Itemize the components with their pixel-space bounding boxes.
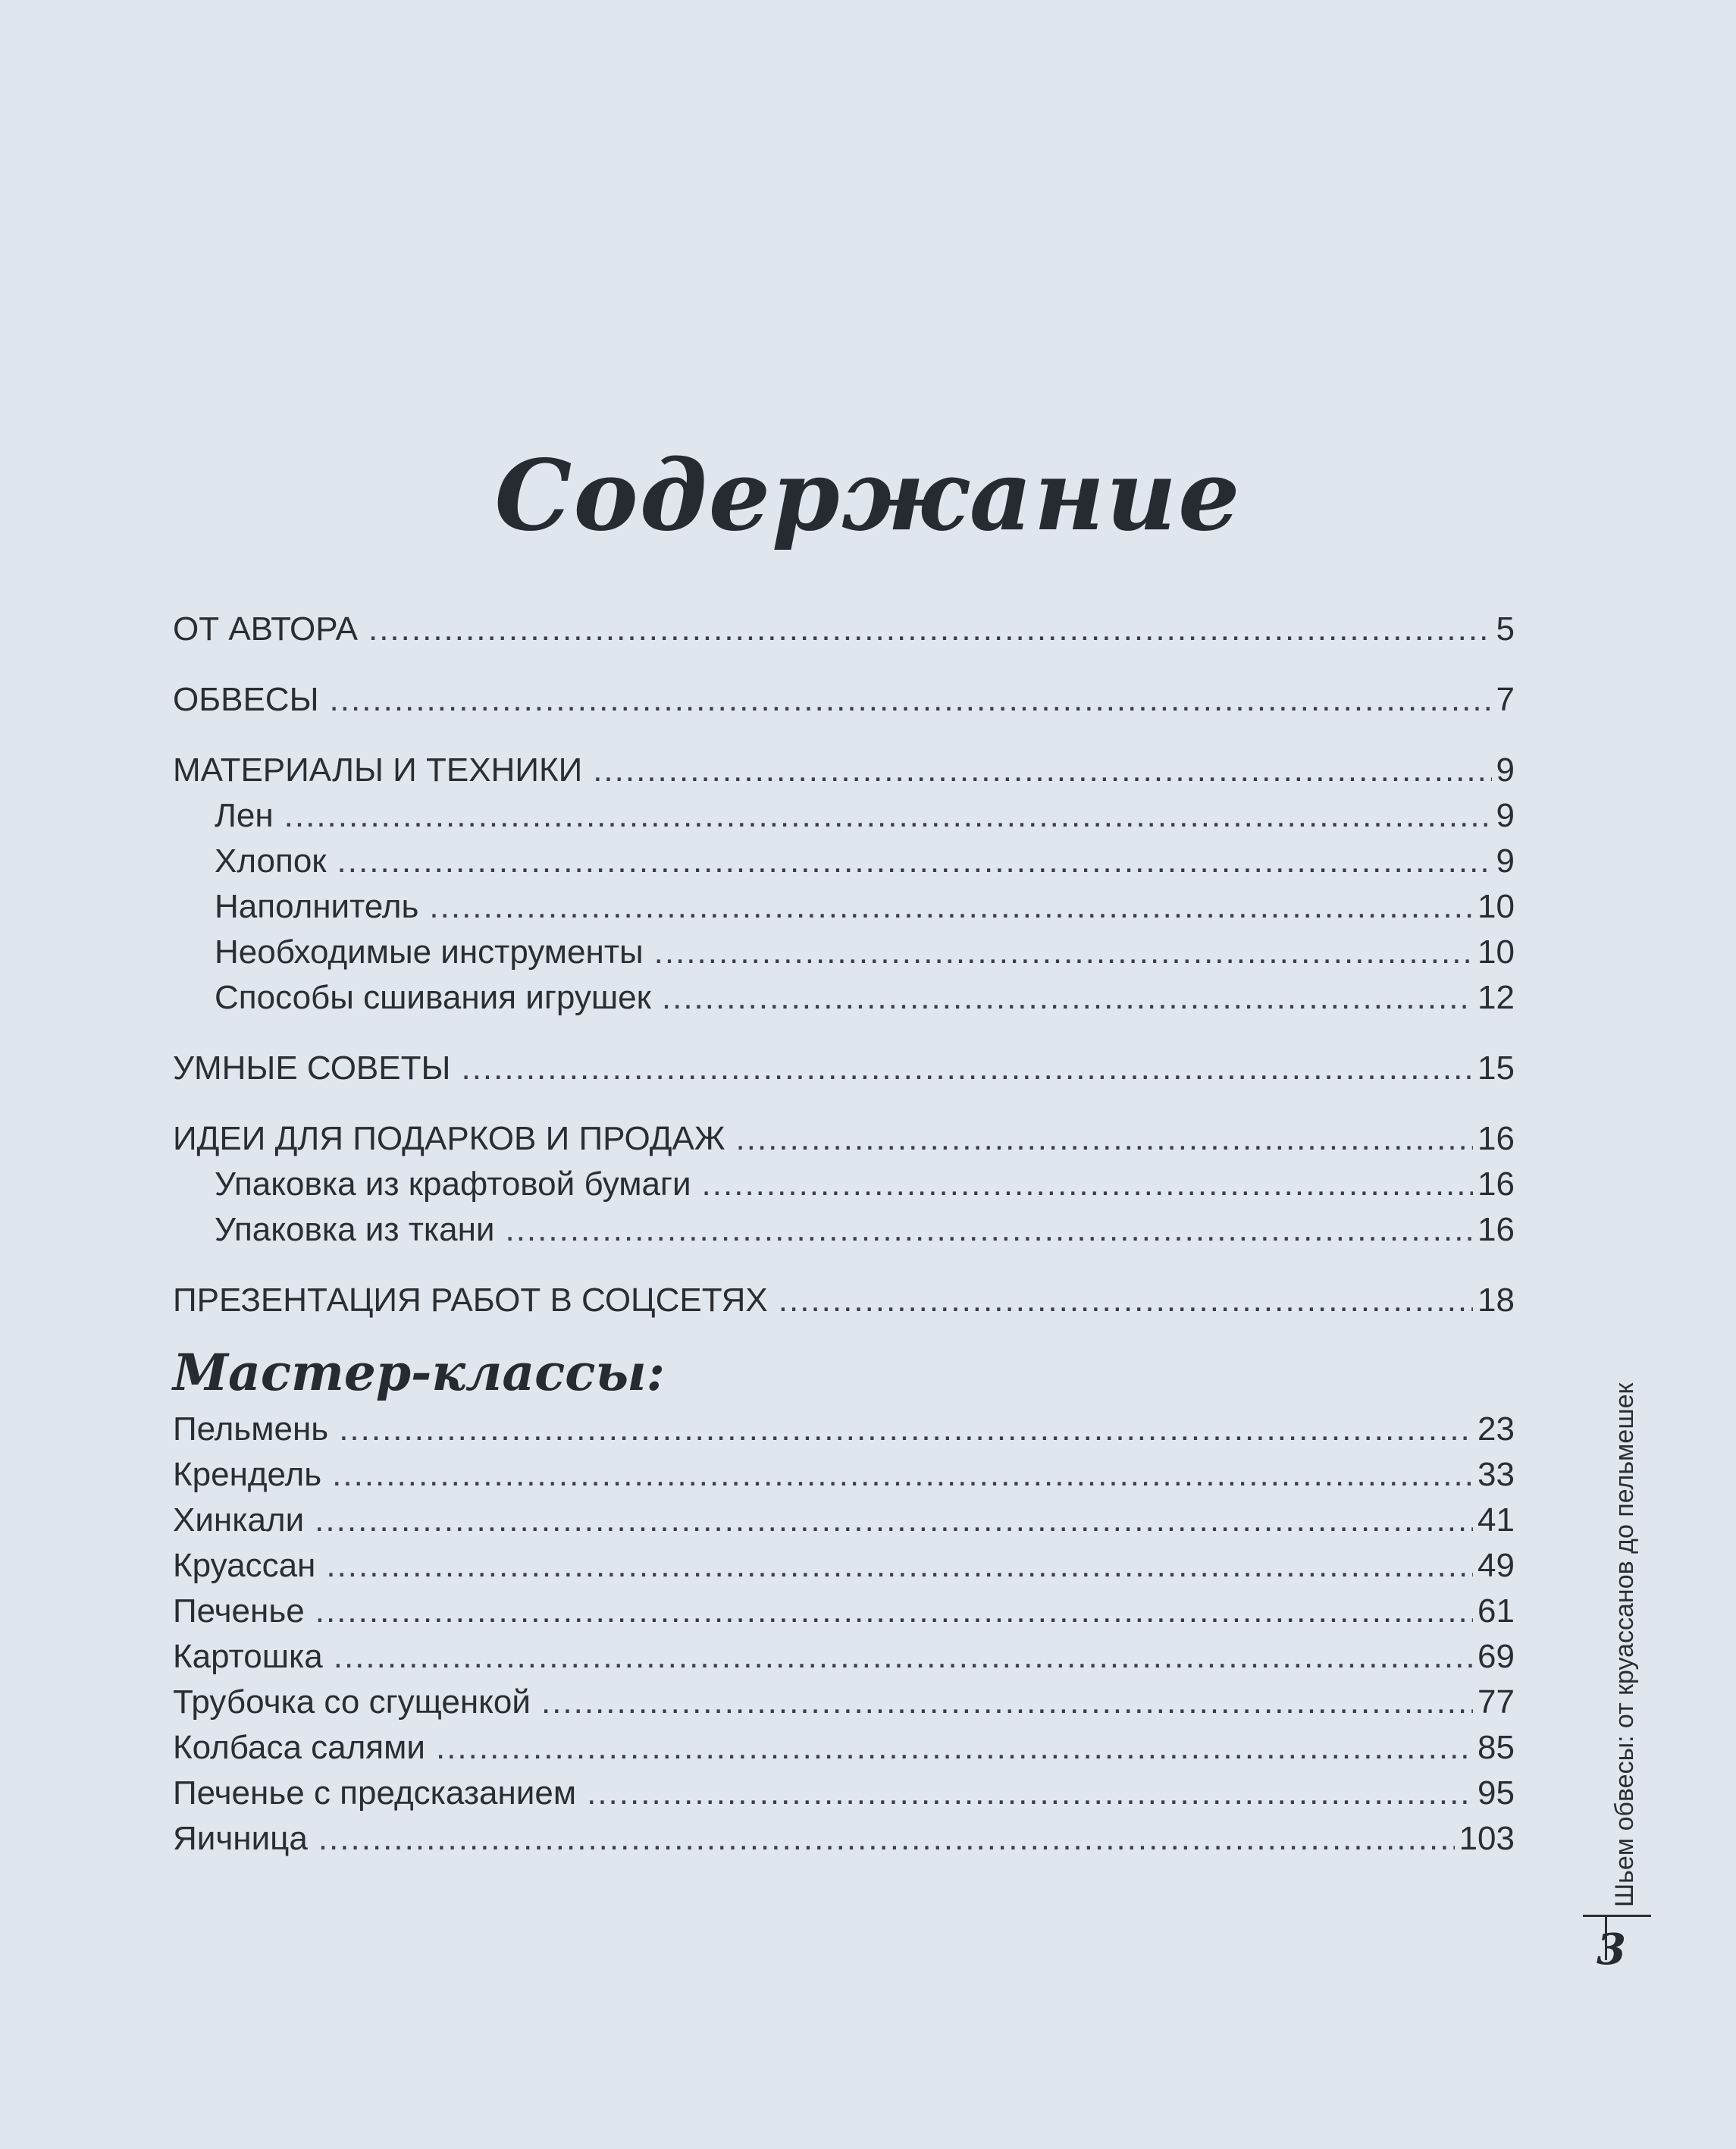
dot-leader	[662, 975, 1473, 1021]
master-class-page: 33	[1477, 1456, 1515, 1493]
toc-entry-label: ОБВЕСЫ	[173, 681, 319, 718]
dot-leader	[315, 1589, 1473, 1634]
toc-subentry-label: Упаковка из ткани	[215, 1211, 495, 1248]
master-class-label: Трубочка со сгущенкой	[173, 1683, 531, 1721]
toc-entry[interactable]	[173, 607, 1515, 652]
toc-subentry-label: Необходимые инструменты	[215, 933, 644, 971]
dot-leader	[436, 1725, 1473, 1771]
toc-entry-page: 5	[1496, 610, 1515, 648]
dot-leader	[330, 677, 1492, 723]
master-class-label: Картошка	[173, 1638, 323, 1675]
dot-leader	[337, 839, 1492, 884]
toc-entry-page: 9	[1496, 751, 1515, 789]
toc-entry[interactable]	[173, 677, 1515, 723]
dot-leader	[587, 1771, 1473, 1816]
dot-leader	[339, 1407, 1473, 1452]
master-class-label: Печенье с предсказанием	[173, 1774, 577, 1812]
dot-leader	[779, 1278, 1473, 1323]
master-class-page: 49	[1477, 1547, 1515, 1584]
master-classes-heading: Мастер-классы:	[173, 1343, 666, 1402]
dot-leader	[318, 1816, 1455, 1862]
master-class-entry[interactable]	[173, 1589, 1515, 1634]
toc-entry[interactable]	[173, 1046, 1515, 1091]
toc-subentry-page: 9	[1496, 797, 1515, 834]
master-class-page: 103	[1459, 1820, 1515, 1857]
master-class-entry[interactable]	[173, 1498, 1515, 1543]
toc-entry[interactable]	[173, 1116, 1515, 1162]
toc-subentry[interactable]	[173, 975, 1515, 1021]
master-class-page: 95	[1477, 1774, 1515, 1812]
toc-entry-label: ИДЕИ ДЛЯ ПОДАРКОВ И ПРОДАЖ	[173, 1120, 725, 1157]
master-class-entry[interactable]	[173, 1725, 1515, 1771]
master-class-entry[interactable]	[173, 1634, 1515, 1680]
master-class-entry[interactable]	[173, 1452, 1515, 1498]
master-class-entry[interactable]	[173, 1816, 1515, 1862]
master-class-entry[interactable]	[173, 1407, 1515, 1452]
toc-subentry[interactable]	[173, 1207, 1515, 1253]
running-head-text: Шьем обвесы: от круассанов до пельмешек	[1610, 1382, 1639, 1907]
toc-subentry-label: Наполнитель	[215, 888, 419, 925]
master-class-label: Печенье	[173, 1592, 305, 1630]
dot-leader	[332, 1452, 1473, 1498]
dot-leader	[326, 1543, 1473, 1589]
dot-leader	[541, 1680, 1473, 1725]
page-number: 3	[1597, 1925, 1626, 1975]
running-head	[1598, 1319, 1651, 1907]
toc-subentry-page: 10	[1477, 933, 1515, 971]
toc-entry-page: 15	[1477, 1049, 1515, 1087]
dot-leader	[315, 1498, 1473, 1543]
dot-leader	[505, 1207, 1473, 1253]
master-class-page: 69	[1477, 1638, 1515, 1675]
toc-subentry-page: 10	[1477, 888, 1515, 925]
master-class-label: Яичница	[173, 1820, 308, 1857]
dot-leader	[736, 1116, 1474, 1162]
master-class-label: Круассан	[173, 1547, 316, 1584]
toc-entry-page: 16	[1477, 1120, 1515, 1157]
toc-entry-label: УМНЫЕ СОВЕТЫ	[173, 1049, 451, 1087]
toc-entry-label: ПРЕЗЕНТАЦИЯ РАБОТ В СОЦСЕТЯХ	[173, 1282, 768, 1319]
toc-subentry[interactable]	[173, 839, 1515, 884]
master-class-page: 41	[1477, 1501, 1515, 1539]
dot-leader	[654, 930, 1473, 975]
toc-subentry-label: Лен	[215, 797, 274, 834]
toc-subentry[interactable]	[173, 1162, 1515, 1207]
toc-entry[interactable]	[173, 748, 1515, 793]
master-class-page: 77	[1477, 1683, 1515, 1721]
toc-subentry-page: 9	[1496, 842, 1515, 880]
toc-subentry-label: Упаковка из крафтовой бумаги	[215, 1165, 691, 1203]
page-number-rule	[1583, 1915, 1651, 1917]
master-class-label: Хинкали	[173, 1501, 305, 1539]
master-class-page: 85	[1477, 1729, 1515, 1766]
dot-leader	[368, 607, 1492, 652]
table-of-contents	[173, 607, 1515, 1862]
toc-entry-label: МАТЕРИАЛЫ И ТЕХНИКИ	[173, 751, 583, 789]
dot-leader	[284, 793, 1492, 839]
toc-subentry[interactable]	[173, 793, 1515, 839]
master-class-page: 61	[1477, 1592, 1515, 1630]
dot-leader	[593, 748, 1491, 793]
master-class-page: 23	[1477, 1410, 1515, 1448]
dot-leader	[461, 1046, 1473, 1091]
dot-leader	[334, 1634, 1473, 1680]
master-class-label: Колбаса салями	[173, 1729, 425, 1766]
toc-entry-page: 18	[1477, 1282, 1515, 1319]
toc-entry-label: ОТ АВТОРА	[173, 610, 358, 648]
dot-leader	[702, 1162, 1474, 1207]
master-class-entry[interactable]	[173, 1771, 1515, 1816]
master-class-entry[interactable]	[173, 1680, 1515, 1725]
toc-subentry-label: Хлопок	[215, 842, 327, 880]
toc-subentry[interactable]	[173, 884, 1515, 930]
toc-entry-page: 7	[1496, 681, 1515, 718]
toc-subentry-page: 16	[1477, 1211, 1515, 1248]
master-class-label: Крендель	[173, 1456, 322, 1493]
dot-leader	[429, 884, 1473, 930]
toc-subentry-label: Способы сшивания игрушек	[215, 979, 651, 1016]
toc-subentry-page: 12	[1477, 979, 1515, 1016]
toc-subentry[interactable]	[173, 930, 1515, 975]
page-title: Содержание	[494, 439, 1242, 553]
master-class-entry[interactable]	[173, 1543, 1515, 1589]
toc-entry[interactable]	[173, 1278, 1515, 1323]
toc-subentry-page: 16	[1477, 1165, 1515, 1203]
master-class-label: Пельмень	[173, 1410, 329, 1448]
